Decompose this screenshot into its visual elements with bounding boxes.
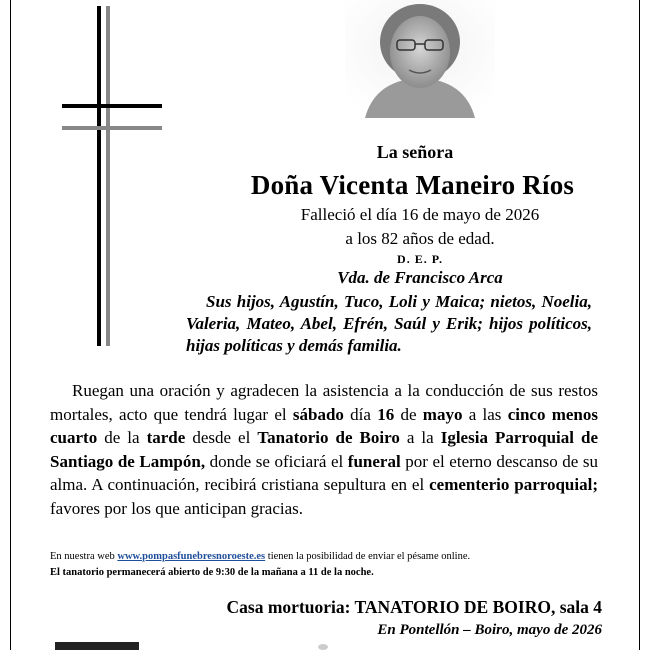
text-segment: Ruegan una oración y agradecen la asistencia a la conducción de sus restos mortales, acto que tendrá lugar el	[50, 381, 598, 424]
website-link[interactable]: www.pompasfunebresnoroeste.es	[117, 551, 266, 562]
text-segment: día	[343, 404, 378, 424]
text-segment: favores por los que anticipan gracias.	[50, 498, 304, 518]
decorative-mark	[318, 644, 328, 650]
cross-horizontal-black	[62, 104, 162, 108]
text-segment: donde se oficiará el	[205, 451, 348, 471]
death-date: Falleció el día 16 de mayo de 2026	[300, 205, 540, 224]
family-list	[186, 291, 592, 357]
cemetery: cementerio parroquial;	[429, 475, 598, 494]
text-segment: En nuestra web	[50, 551, 118, 562]
place-and-date: En Pontellón – Boiro, mayo de 2026	[377, 622, 602, 638]
day-of-week: sábado	[292, 404, 344, 424]
text-segment: a la	[399, 428, 441, 447]
cross-vertical-gray	[106, 6, 110, 346]
time-of-day: tarde	[146, 428, 186, 447]
funeral-word: funeral	[347, 451, 401, 471]
mortuary-house: Casa mortuoria: TANATORIO DE BOIRO, sala 4	[226, 597, 602, 617]
church: Iglesia Parroquial de Santiago de Lampón,	[50, 428, 598, 471]
portrait-illustration	[345, 0, 495, 118]
text-segment: por el eterno descanso de su alma. A continuación, recibirá cristiana sepultura en el	[50, 451, 599, 494]
text-segment: desde el	[185, 428, 258, 447]
ceremony-text	[50, 379, 598, 520]
online-condolence-note	[50, 551, 470, 562]
month: mayo	[422, 404, 463, 424]
origin-place: Tanatorio de Boiro	[257, 428, 400, 447]
text-segment: tienen la posibilidad de enviar el pésame online.	[265, 551, 471, 562]
text-segment: de la	[97, 428, 147, 447]
age-line: a los 82 años de edad.	[345, 229, 495, 248]
portrait-photo	[345, 0, 495, 118]
cross-vertical-black	[97, 6, 101, 346]
text-segment: de	[394, 404, 423, 424]
widow-line: Vda. de Francisco Arca	[337, 268, 503, 287]
ceremony-paragraph	[50, 379, 598, 520]
day-number: 16	[377, 404, 395, 424]
title-la-senora: La señora	[376, 142, 454, 162]
family-relatives: Sus hijos, Agustín, Tuco, Loli y Maica; nietos, Noelia, Valeria, Mateo, Abel, Efrén, Saúl y Erik; hijos políticos, hijas políticas y demás familia.	[186, 292, 592, 355]
deceased-name: Doña Vicenta Maneiro Ríos	[250, 170, 575, 200]
text-segment: a las	[462, 404, 508, 424]
company-logo	[55, 642, 139, 650]
opening-hours-note: El tanatorio permanecerá abierto de 9:30 de la mañana a 11 de la noche.	[50, 567, 374, 578]
time: cinco menos cuarto	[50, 404, 598, 447]
rip-label: D. E. P.	[397, 252, 443, 266]
cross-horizontal-gray	[62, 126, 162, 130]
